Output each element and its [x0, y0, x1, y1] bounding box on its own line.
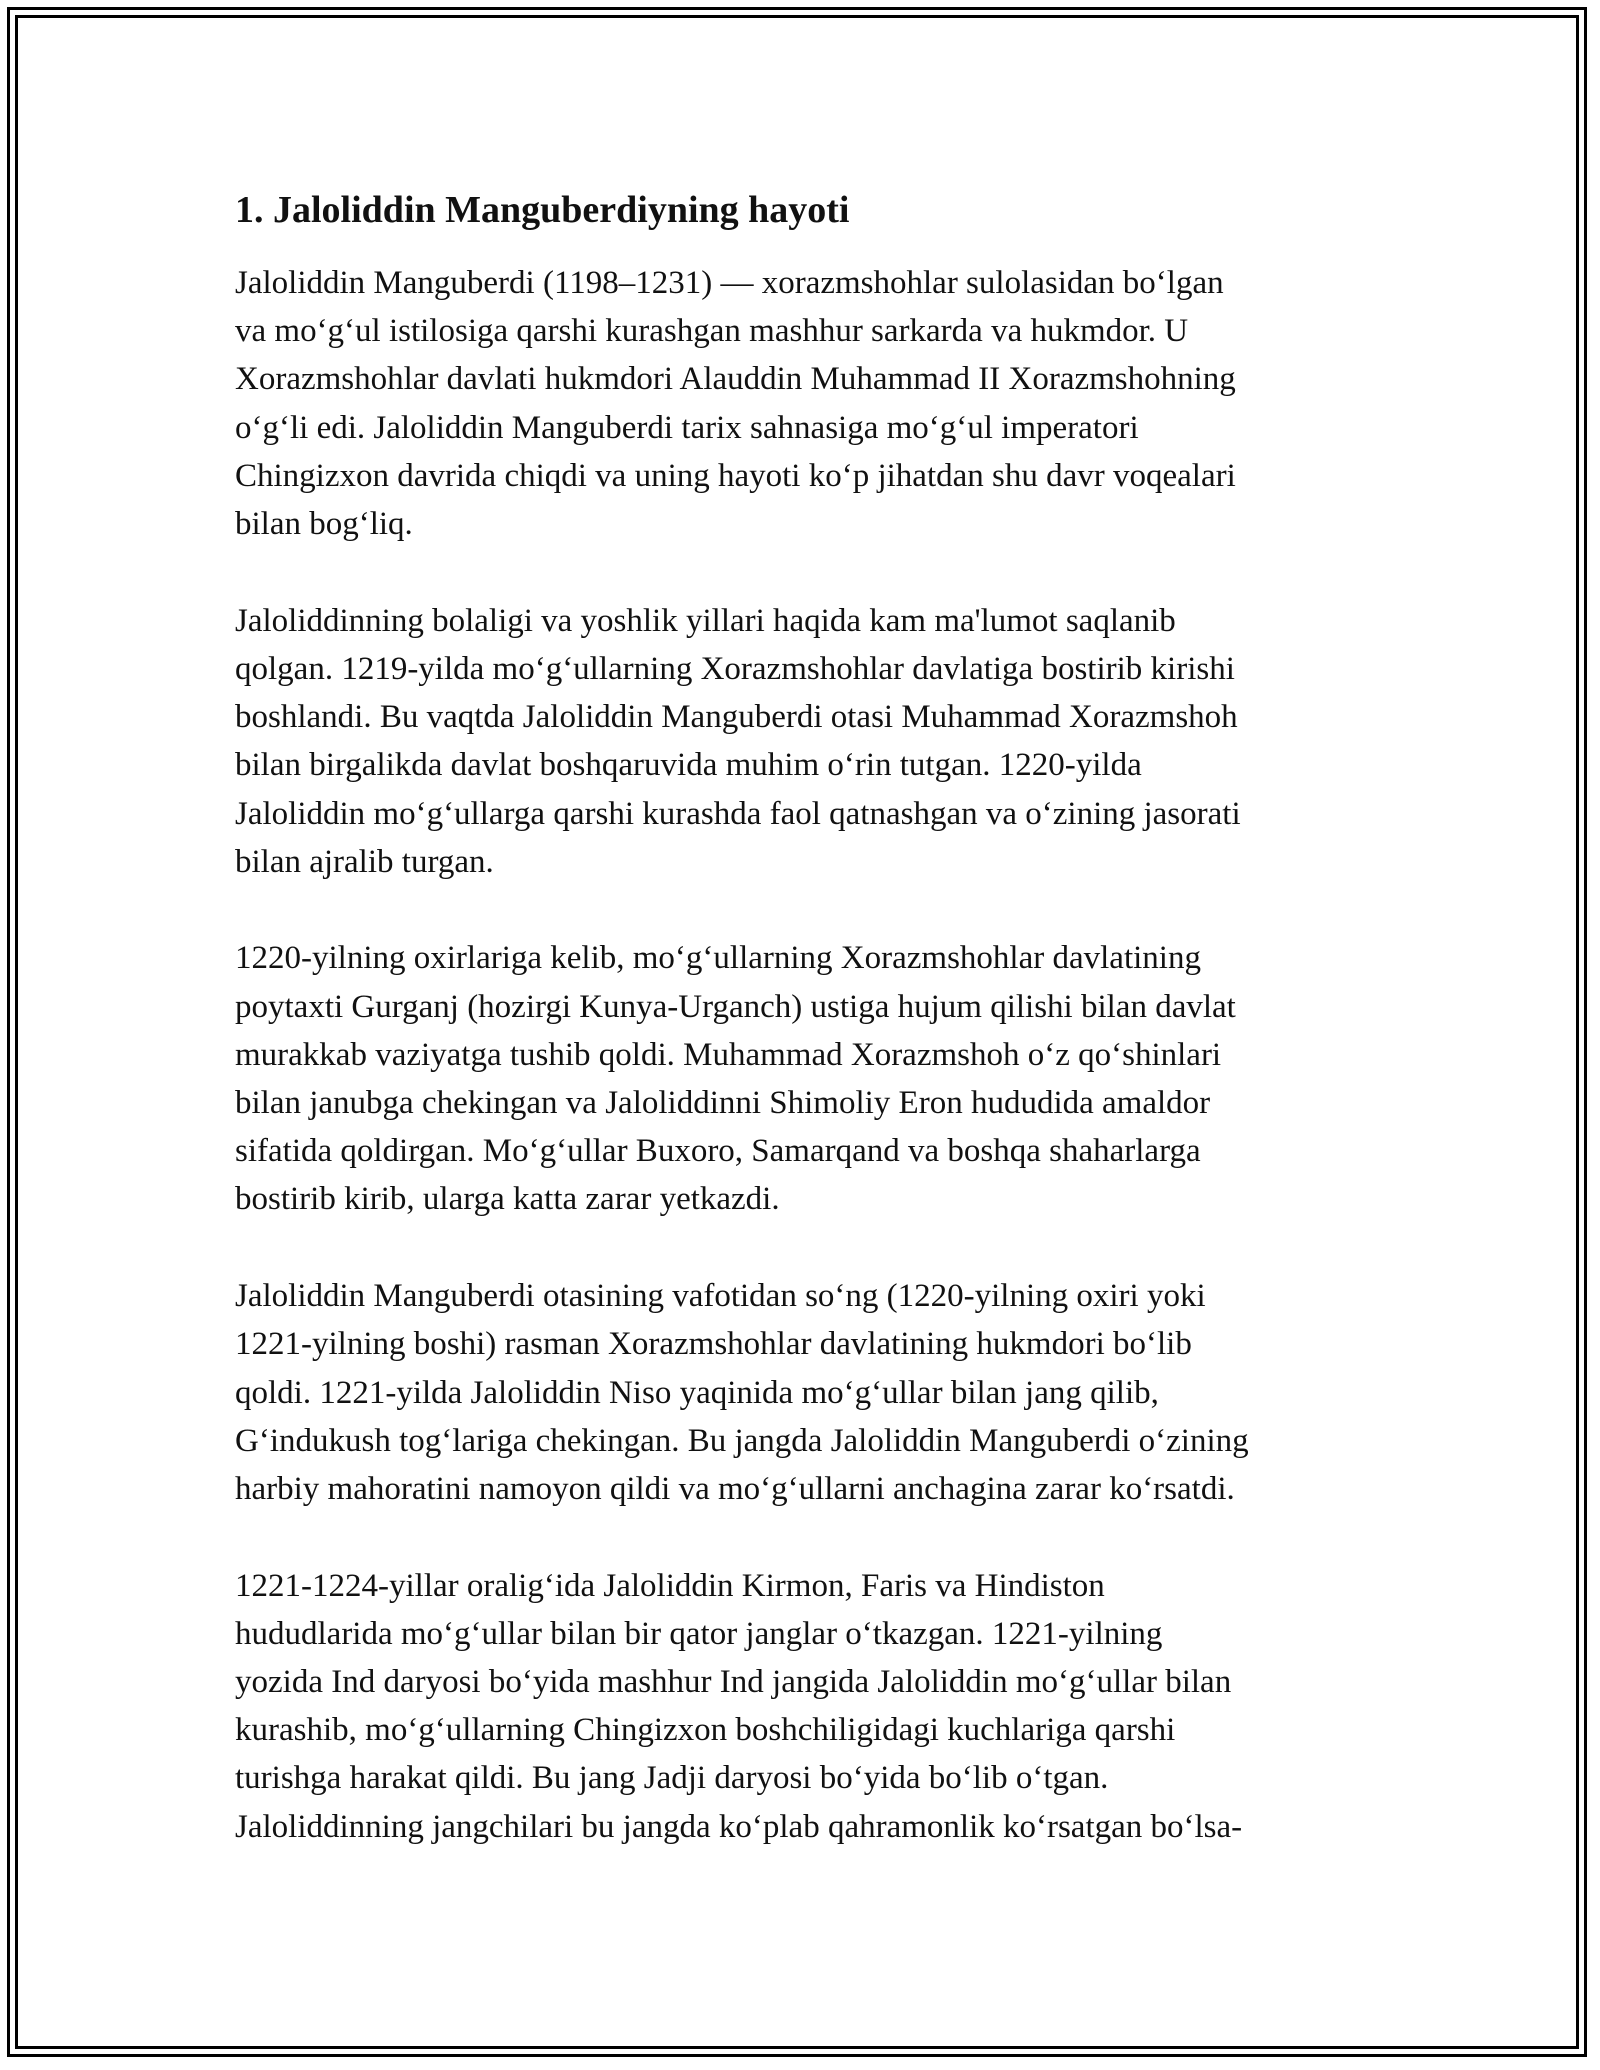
text-line: Chingizxon davrida chiqdi va uning hayoti ko‘p jihatdan shu davr voqealari [235, 457, 1236, 494]
text-line: va mo‘g‘ul istilosiga qarshi kurashgan mashhur sarkarda va hukmdor. U [235, 313, 1189, 350]
text-line: Jaloliddin Manguberdi (1198–1231) — xorazmshohlar sulolasidan bo‘lgan [235, 265, 1224, 301]
text-line: murakkab vaziyatga tushib qoldi. Muhammad Xorazmshoh o‘z qo‘shinlari [235, 1036, 1222, 1073]
paragraph-3 [235, 934, 1375, 1223]
text-line: turishga harakat qildi. Bu jang Jadji daryosi bo‘yida bo‘lib o‘tgan. [235, 1760, 1109, 1797]
text-line: hududlarida mo‘g‘ullar bilan bir qator janglar o‘tkazgan. 1221-yilning [235, 1615, 1163, 1652]
text-line: 1221-yilning boshi) rasman Xorazmshohlar davlatining hukmdori bo‘lib [235, 1326, 1192, 1363]
text-line: 1221-1224-yillar oralig‘ida Jaloliddin Kirmon, Faris va Hindiston [235, 1567, 1105, 1604]
text-line: sifatida qoldirgan. Mo‘g‘ullar Buxoro, Samarqand va boshqa shaharlarga [235, 1133, 1201, 1170]
text-line: boshlandi. Bu vaqtda Jaloliddin Manguberdi otasi Muhammad Xorazmshoh [235, 699, 1238, 736]
text-line: bilan ajralib turgan. [235, 843, 494, 880]
text-line: o‘g‘li edi. Jaloliddin Manguberdi tarix sahnasiga mo‘g‘ul imperatori [235, 409, 1139, 446]
text-line: bostirib kirib, ularga katta zarar yetkazdi. [235, 1181, 780, 1218]
text-line: G‘indukush tog‘lariga chekingan. Bu jangda Jaloliddin Manguberdi o‘zining [235, 1422, 1249, 1459]
paragraph-4 [235, 1272, 1375, 1513]
text-line: yozida Ind daryosi bo‘yida mashhur Ind jangida Jaloliddin mo‘g‘ullar bilan [235, 1664, 1232, 1701]
text-line: bilan janubga chekingan va Jaloliddinni Shimoliy Eron hududida amaldor [235, 1085, 1211, 1122]
text-line: poytaxti Gurganj (hozirgi Kunya-Urganch) ustiga hujum qilishi bilan davlat [235, 988, 1236, 1025]
text-line: Jaloliddinning bolaligi va yoshlik yillari haqida kam ma'lumot saqlanib [235, 602, 1176, 639]
text-line: Jaloliddin Manguberdi otasining vafotidan so‘ng (1220-yilning oxiri yoki [235, 1278, 1206, 1315]
paragraph-1 [235, 259, 1375, 548]
text-line: Jaloliddin mo‘g‘ullarga qarshi kurashda faol qatnashgan va o‘zining jasorati [235, 795, 1241, 832]
text-line: Xorazmshohlar davlati hukmdori Alauddin Muhammad II Xorazmshohning [235, 361, 1236, 398]
text-line: bilan bog‘liq. [235, 506, 413, 543]
text-line: qolgan. 1219-yilda mo‘g‘ullarning Xorazmshohlar davlatiga bostirib kirishi [235, 650, 1235, 687]
section-heading: 1. Jaloliddin Manguberdiyning hayoti [235, 189, 850, 231]
text-line: 1220-yilning oxirlariga kelib, mo‘g‘ullarning Xorazmshohlar davlatining [235, 940, 1201, 977]
document-body [235, 186, 1375, 1899]
paragraph-5 [235, 1562, 1375, 1851]
text-line: qoldi. 1221-yilda Jaloliddin Niso yaqinida mo‘g‘ullar bilan jang qilib, [235, 1374, 1159, 1411]
paragraph-2 [235, 597, 1375, 886]
text-line: kurashib, mo‘g‘ullarning Chingizxon boshchiligidagi kuchlariga qarshi [235, 1712, 1176, 1749]
text-line: Jaloliddinning jangchilari bu jangda ko‘plab qahramonlik ko‘rsatgan bo‘lsa- [235, 1808, 1243, 1845]
text-line: bilan birgalikda davlat boshqaruvida muhim o‘rin tutgan. 1220-yilda [235, 747, 1142, 784]
text-line: harbiy mahoratini namoyon qildi va mo‘g‘ullarni anchagina zarar ko‘rsatdi. [235, 1470, 1235, 1507]
